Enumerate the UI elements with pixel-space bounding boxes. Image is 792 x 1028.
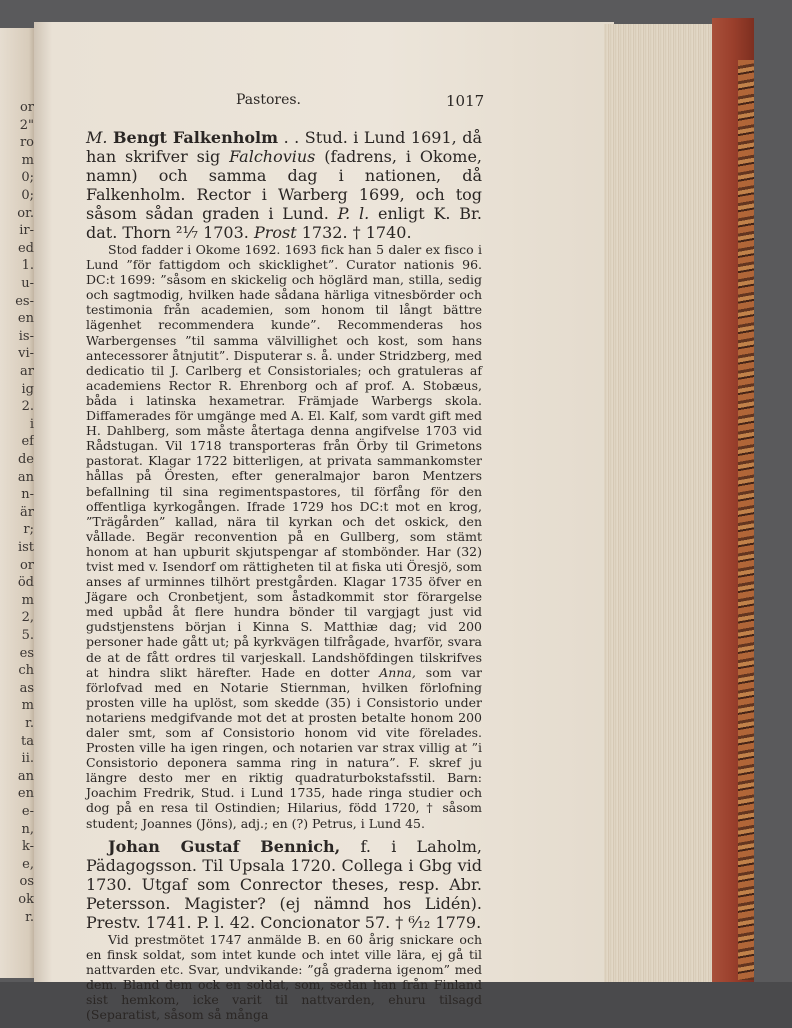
margin-fragment: ed bbox=[17, 240, 34, 256]
margin-fragment: 1. bbox=[21, 258, 34, 274]
margin-fragment: en bbox=[17, 311, 34, 327]
margin-fragment: är bbox=[20, 504, 34, 520]
margin-fragment: u- bbox=[21, 276, 34, 291]
margin-fragment: m bbox=[21, 592, 34, 608]
margin-fragment: ii. bbox=[21, 751, 34, 767]
margin-fragment: or bbox=[19, 100, 34, 115]
margin-fragment: e- bbox=[21, 804, 34, 819]
margin-fragment: e, bbox=[22, 856, 34, 872]
margin-fragment: is- bbox=[18, 328, 34, 344]
entry-marker: M. bbox=[86, 128, 108, 147]
margin-fragment: es bbox=[19, 645, 34, 661]
left-page-edge bbox=[0, 28, 36, 978]
margin-fragment: k- bbox=[21, 839, 34, 855]
margin-fragment: ta bbox=[21, 733, 34, 749]
margin-fragment: m bbox=[21, 698, 34, 714]
margin-fragment: ro bbox=[19, 135, 34, 151]
margin-fragment: an bbox=[17, 469, 34, 485]
page-number: 1017 bbox=[446, 92, 485, 110]
margin-fragment: os bbox=[19, 874, 34, 890]
margin-fragment: or bbox=[19, 557, 34, 573]
margin-fragment: ig bbox=[21, 381, 34, 397]
margin-fragment: ar bbox=[20, 364, 34, 379]
margin-fragment: m bbox=[21, 152, 34, 168]
cover-marbling bbox=[738, 60, 754, 980]
entry-name: Bengt Falkenholm bbox=[112, 128, 279, 147]
margin-fragment: en bbox=[17, 786, 34, 802]
margin-fragment: 5. bbox=[21, 628, 34, 643]
margin-fragment: öd bbox=[17, 575, 34, 591]
entry-falkenholm-intro: M. Bengt Falkenholm . . Stud. i Lund 1691, då han skrifver sig Falchovius (fadrens, i Okome, namn) och samma dag i nationen, då Falkenholm. Rector i Warberg 1699, och tog såsom sådan graden i Lund. P. l. enligt K. Br. dat. Thorn ²¹⁄₇ 1703. Prost 1732. † 1740. bbox=[86, 128, 483, 242]
page-body bbox=[86, 128, 482, 1022]
margin-fragment: r; bbox=[23, 522, 34, 538]
margin-fragment: i bbox=[29, 416, 34, 432]
margin-fragment: 0; bbox=[21, 188, 34, 203]
page-edges bbox=[604, 24, 714, 986]
margin-fragment: ef bbox=[21, 434, 34, 450]
margin-fragment: 2, bbox=[21, 610, 34, 626]
margin-fragment: as bbox=[19, 680, 34, 696]
entry-bennich-intro: Johan Gustaf Bennich, f. i Laholm, Pädagogsson. Til Upsala 1720. Collega i Gbg vid 1730. Utgaf som Conrector theses, resp. Abr. Petersson. Magister? (ej nämnd hos Lidén). Prestv. 1741. P. l. 42. Concionator 57. † ⁶⁄₁₂ 1779. bbox=[86, 836, 483, 932]
margin-fragment: ch bbox=[18, 663, 34, 679]
margin-fragment: n, bbox=[21, 821, 34, 837]
margin-fragment: n- bbox=[21, 487, 34, 503]
margin-fragment: vi- bbox=[18, 346, 34, 362]
entry-bennich-notes: Vid prestmötet 1747 anmälde B. en 60 årig snickare och en finsk soldat, som intet kunde och intet ville lära, ej gå til nattvarden etc. Svar, undvikande: ”gå graderna igenom” med dem. Bland dem ock en soldat, som, sedan han från Finland sist hemkom, icke varit til nattvarden, ehuru tilsagd (Separatist, såsom så många bbox=[86, 931, 482, 1023]
entry-falkenholm-notes: Stod fadder i Okome 1692. 1693 fick han 5 daler ex fisco i Lund ”för fattigdom och skicklighet”. Curator nationis 96. DC:t 1699: ”såsom en skickelig och höglärd man, stilla, sedig och sagtmodig, hvilken hade sådana härliga vitnesbörder och testimonia från academien, som honom til långt bättre lägenhet recommendera kunde”. Recommenderas hos Warbergenses ”til samma välvillighet och kost, som hans antecessorer åtnjutit”. Disputerar s. å. under Stridzberg, med dedicatio til J. Carlberg et Consistoriales; och gratuleras af academiens Rector R. Ehrenborg och af prof. A. Stobæus, båda i latinska hexametrar. Främjade Warbergs skola. Diffamerades för umgänge med A. El. Kalf, som vardt gift med H. Dahlberg, som måste återtaga denna angifvelse 1703 vid Rådstugan. Vil 1718 transporteras från Örby til Grimetons pastorat. Klagar 1722 bitterligen, at privata sammankomster hållas på Öresten, efter generalmajor baron Mentzers befallning til sina regimentspastores, til förfång för den offentliga kyrkogången. Ifrade 1729 hos DC:t mot en krog, ”Trägården” kallad, nära til kyrkan och det oskick, den vållade. Begär reconvention på en Gullberg, som stämt honom at han upburit skjutspengar af stombönder. Har (32) tvist med v. Isendorf om rättigheten til at fiska uti Öresjö, som anses af urminnes tilhört prestgården. Klagar 1735 öfver en Jägare och Cronbetjent, som åstadkommit stor förargelse med upbåd åt flere hundra bönder til vargjagt just vid gudstjenstens början i Kinna S. Matthiæ dag; vid 200 personer hade gått ut; på kyrkvägen tilfrågade, hvarför, svara de at de fått ordres til varjeskall. Landshöfdingen tilskrifves at hindra slikt härefter. Hade en dotter Anna, som var förlofvad med en Notarie Stiernman, hvilken förlofning prosten ville ha uplöst, som skedde (35) i Consistorio under notariens medgifvande mot det at prosten betalte honom 200 daler smt, som af Consistorio honom vid vite förelades. Prosten ville ha igen ringen, och notarien var strax villig at ”i Consistorio deponera samma ring in natura”. F. skref ju längre desto mer en riktig quadraturbokstafsstil. Barn: Joachim Fredrik, Stud. i Lund 1735, hade ringa studier och dog på en resa til Ostindien; Hilarius, född 1720, † såsom student; Joannes (Jöns), adj.; en (?) Petrus, i Lund 45. bbox=[86, 242, 483, 831]
margin-fragment: r. bbox=[25, 716, 34, 731]
running-header bbox=[34, 92, 614, 114]
margin-fragment: an bbox=[17, 768, 34, 784]
margin-fragment: ist bbox=[17, 540, 34, 555]
margin-fragment: es- bbox=[15, 293, 34, 309]
margin-fragment: r. bbox=[25, 909, 34, 925]
alias-name: Falchovius bbox=[229, 147, 316, 166]
margin-fragment: 2" bbox=[19, 117, 34, 133]
margin-fragment: ok bbox=[18, 892, 34, 907]
margin-fragment: 0; bbox=[21, 170, 34, 186]
entry-name: Johan Gustaf Bennich, bbox=[108, 836, 341, 856]
margin-fragment: or. bbox=[17, 205, 34, 221]
margin-fragment: de bbox=[17, 452, 34, 467]
margin-fragment: ir- bbox=[19, 223, 34, 239]
margin-fragment: 2. bbox=[21, 399, 34, 415]
header-title: Pastores. bbox=[236, 92, 301, 108]
